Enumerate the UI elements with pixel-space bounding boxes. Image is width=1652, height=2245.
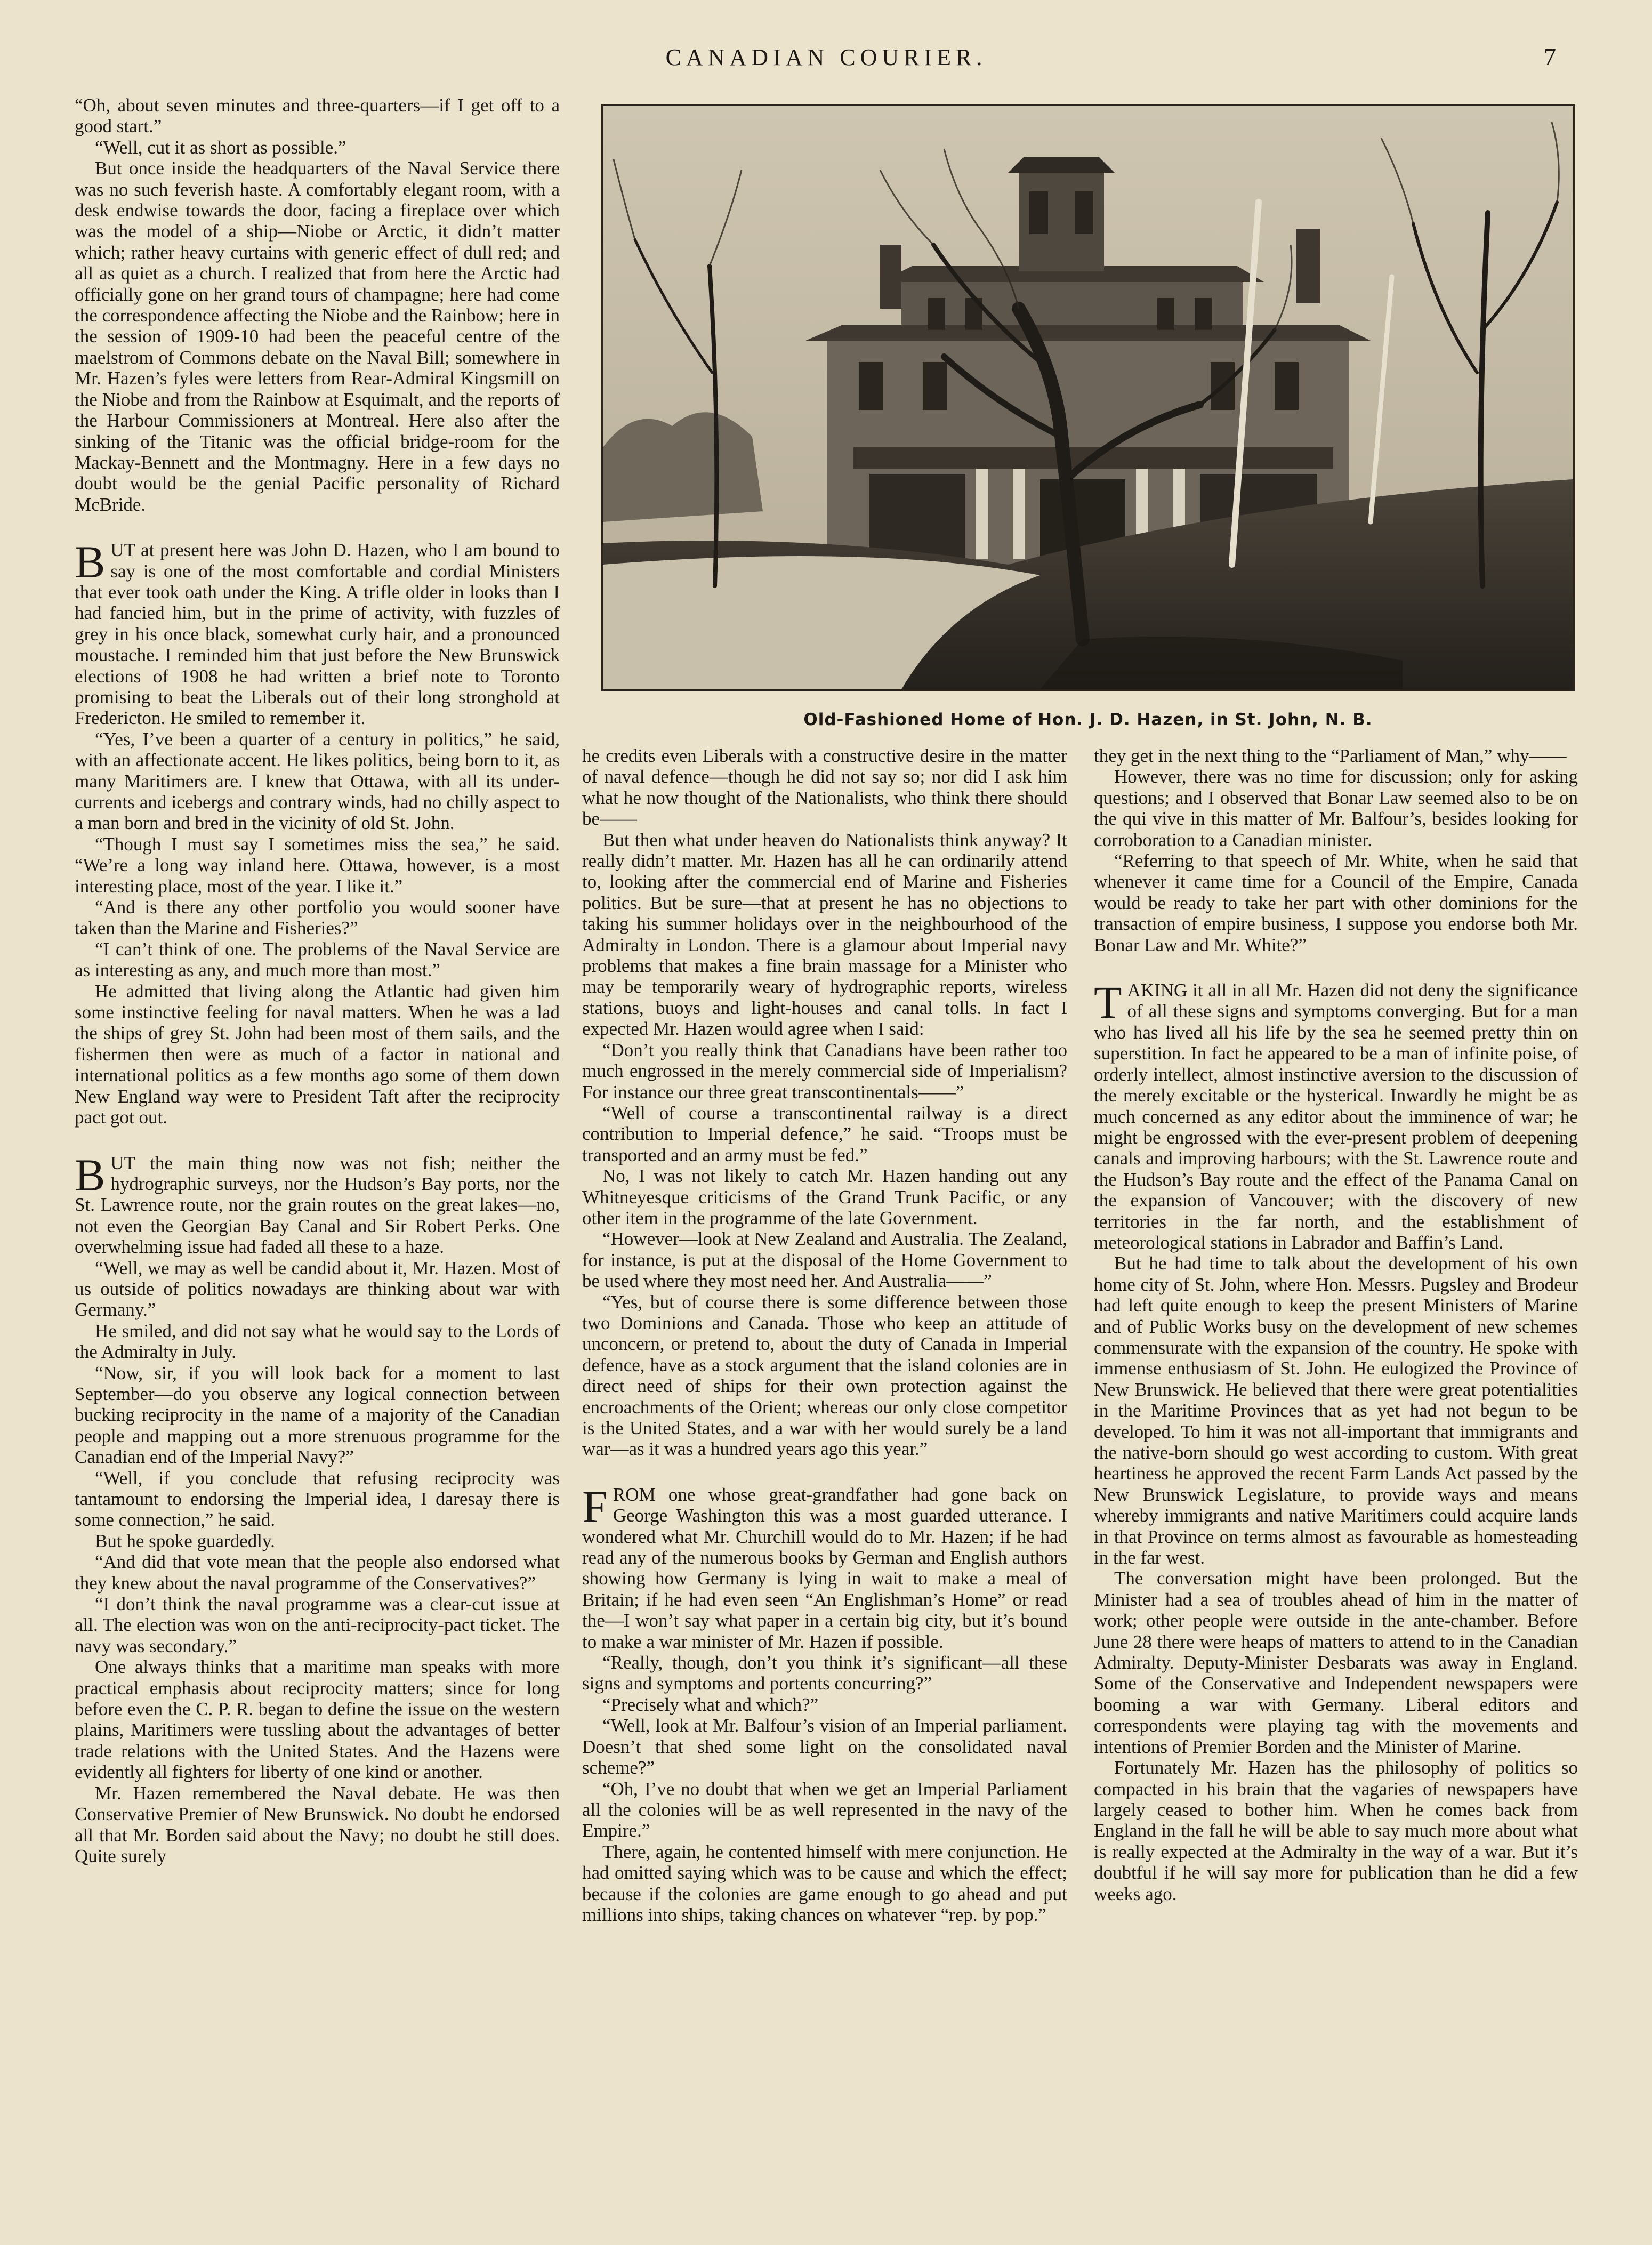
paragraph: “Don’t you really think that Canadians have been rather too much engrossed in the merely commercial side of Imperialism? For instance our three great transcontinentals——”	[582, 1039, 1067, 1103]
paragraph: He smiled, and did not say what he would say to the Lords of the Admiralty in July.	[75, 1320, 560, 1363]
paragraph: he credits even Liberals with a constructive desire in the matter of naval defence—though he did not say so; nor did I ask him what he now thought of the Nationalists, who think there should be——	[582, 745, 1067, 830]
paragraph: The conversation might have been prolonged. But the Minister had a sea of troubles ahead of him in the matter of work; other people were outside in the ante-chamber. Before June 28 there were heaps of matters to attend to in the Canadian Admiralty. Deputy-Minister Desbarats was away in England. Some of the Conservative and Independent newspapers were booming a war with Germany. Liberal editors and correspondents were playing tag with the movements and intentions of Premier Borden and the Minister of Marine.	[1094, 1568, 1578, 1757]
paragraph: “I don’t think the naval programme was a clear-cut issue at all. The election was won on the anti-reciprocity-pact ticket. The navy was secondary.”	[75, 1594, 560, 1656]
photo-illustration	[603, 106, 1573, 689]
paragraph: “Well, cut it as short as possible.”	[95, 136, 346, 158]
page-number: 7	[1544, 43, 1556, 70]
paragraph: “Well, look at Mr. Balfour’s vision of an Imperial parliament. Doesn’t that shed some light on the consolidated naval scheme?”	[582, 1715, 1067, 1779]
paragraph: One always thinks that a maritime man speaks with more practical emphasis about reciprocity matters; since for long before even the C. P. R. began to define the issue on the western plains, Maritimers were tussling about the advantages of better trade relations with the United States. And the Hazens were evidently all fighters for liberty of one kind or another.	[75, 1656, 560, 1783]
paragraph: But he had time to talk about the development of his own home city of St. John, where Hon. Messrs. Pugsley and Brodeur had left quite enough to keep the present Ministers of Marine and of Public Works busy on the development of new schemes commensurate with the expansion of the country. He spoke with immense enthusiasm of St. John. He eulogized the Province of New Brunswick. He believed that there were great potentialities in the Maritime Provinces that as yet had not begun to be developed. To him it was not all-important that immigrants and the native-born should go west according to custom. With great heartiness he approved the recent Farm Lands Act passed by the New Brunswick Legislature, to provide ways and means whereby immigrants and native Maritimers could acquire lands in that Province on terms almost as favourable as homesteading in the far west.	[1094, 1253, 1578, 1568]
section-opening-paragraph	[75, 536, 560, 729]
paragraph: “Yes, but of course there is some difference between those two Dominions and Canada. Those who keep an attitude of unconcern, or pretend to, about the duty of Canada in Imperial defence, have as a stock argument that the island colonies are in direct need of ships for their own protection against the encroachments of the Orient; whereas our only close competitor is the United States, and a war with her would surely be a land war—as it was a hundred years ago this year.”	[582, 1291, 1067, 1460]
drop-cap: B	[75, 536, 106, 588]
paragraph-text: AKING it all in all Mr. Hazen did not deny the significance of all these signs and symptoms converging. But for a man who has lived all his life by the sea he seemed pretty thin on superstition. In fact he appeared to be a man of infinite poise, of orderly intellect, almost instinctive aversion to the discussion of the merely excitable or the hysterical. Inwardly he might be as much concerned as any editor about the imminence of war; he might be engrossed with the ever-present problem of deepening canals and improving harbours; with the St. Lawrence route and the Hudson’s Bay route and the effect of the Panama Canal on the expansion of Vancouver; with the discovery of new territories in the far north, and the establishment of meteorological stations in Labrador and Baffin’s Land.	[1094, 980, 1578, 1253]
photo-caption: Old-Fashioned Home of Hon. J. D. Hazen, in St. John, N. B.	[803, 710, 1373, 729]
paragraph: “Oh, I’ve no doubt that when we get an Imperial Parliament all the colonies will be as well represented in the navy of the Empire.”	[582, 1778, 1067, 1841]
running-head: CANADIAN COURIER.	[665, 44, 987, 70]
article-column-3	[1094, 745, 1578, 1904]
paragraph: But once inside the headquarters of the Naval Service there was no such feverish haste. A comfortably elegant room, with a desk endwise towards the door, facing a fireplace over which was the model of a ship—Niobe or Arctic, it didn’t matter which; rather heavy curtains with generic effect of dull red; and all as quiet as a church. I realized that from here the Arctic had officially gone on her grand tours of champagne; here had come the correspondence affecting the Niobe and the Rainbow; here in the session of 1909-10 had been the peaceful centre of the maelstrom of Commons debate on the Naval Bill; somewhere in Mr. Hazen’s fyles were letters from Rear-Admiral Kingsmill on the Niobe and from the Rainbow at Esquimalt, and the reports of the Harbour Commissioners at Montreal. Here also after the sinking of the Titanic was the official bridge-room for the Mackay-Bennett and the Montmagny. Here in a few days no doubt would be the genial Pacific personality of Richard McBride.	[75, 158, 560, 515]
article-column-1	[75, 95, 560, 1866]
drop-cap: T	[1094, 977, 1122, 1028]
paragraph: “Precisely what and which?”	[602, 1694, 819, 1715]
house-photograph	[601, 104, 1575, 691]
drop-cap: B	[75, 1149, 106, 1201]
paragraph: “Well of course a transcontinental railway is a direct contribution to Imperial defence,” he said. “Troops must be transported and an army must be fed.”	[582, 1102, 1067, 1165]
article-column-2	[582, 745, 1067, 1925]
paragraph-text: ROM one whose great-grandfather had gone back on George Washington this was a most guarded utterance. I wondered what Mr. Churchill would do to Mr. Hazen; if he had read any of the numerous books by German and English authors showing how Germany is lying in wait to make a meal of Britain; if he had even seen “An Englishman’s Home” or read the—I won’t say what paper in a certain big city, but it’s bound to make a war minister of Mr. Hazen if possible.	[582, 1484, 1067, 1652]
section-opening-paragraph	[1094, 977, 1578, 1253]
paragraph: But he spoke guardedly.	[95, 1530, 275, 1551]
section-opening-paragraph	[75, 1149, 560, 1258]
paragraph: “Oh, about seven minutes and three-quarters—if I get off to a good start.”	[75, 95, 560, 137]
paragraph-text: UT the main thing now was not fish; neither the hydrographic surveys, nor the Hudson’s Bay ports, nor the St. Lawrence route, nor the grain routes on the great lakes—no, not even the Georgian Bay Canal and Sir Robert Perks. One overwhelming issue had faded all these to a haze.	[75, 1152, 560, 1258]
section-opening-paragraph	[582, 1480, 1067, 1652]
drop-cap: F	[582, 1480, 608, 1532]
paragraph-text: UT at present here was John D. Hazen, who I am bound to say is one of the most comfortable and cordial Ministers that ever took oath under the King. A trifle older in looks than I had fancied him, but in the prime of activity, with fuzzles of grey in his once black, somewhat curly hair, and a pronounced moustache. I reminded him that just before the New Brunswick elections of 1908 he had written a brief note to Toronto promising to beat the Liberals out of their long stronghold at Fredericton. He smiled to remember it.	[75, 540, 560, 729]
paragraph: “Now, sir, if you will look back for a moment to last September—do you observe any logical connection between bucking reciprocity in the name of a majority of the Canadian people and mapping out a more strenuous programme for the Canadian end of the Imperial Navy?”	[75, 1362, 560, 1468]
paragraph: However, there was no time for discussion; only for asking questions; and I observed that Bonar Law seemed also to be on the qui vive in this matter of Mr. Balfour’s, besides looking for corroboration to a Canadian minister.	[1094, 766, 1578, 850]
paragraph: He admitted that living along the Atlantic had given him some instinctive feeling for naval matters. When he was a lad the ships of grey St. John had been most of them sails, and the fishermen then were as much of a factor in national and international politics as a few months ago some of them down New England way were to President Taft after the reciprocity pact got out.	[75, 980, 560, 1128]
paragraph: Mr. Hazen remembered the Naval debate. He was then Conservative Premier of New Brunswick. No doubt he endorsed all that Mr. Borden said about the Navy; no doubt he still does. Quite surely	[75, 1782, 560, 1866]
paragraph: There, again, he contented himself with mere conjunction. He had omitted saying which was to be cause and which the effect; because if the colonies are game enough to go ahead and put millions into ships, taking chances on whatever “rep. by pop.”	[582, 1841, 1067, 1925]
paragraph: But then what under heaven do Nationalists think anyway? It really didn’t matter. Mr. Hazen has all he can ordinarily attend to, looking after the commercial end of Marine and Fisheries politics. But be sure—that at present he has no objections to taking his summer holidays over in the neighbourhood of the Admiralty in London. There is a glamour about Imperial navy problems that makes a fine brain massage for a Minister who may be temporarily weary of hydrographic reports, wireless stations, buoys and light-houses and canal tolls. In fact I expected Mr. Hazen would agree when I said:	[582, 829, 1067, 1040]
paragraph: “Though I must say I sometimes miss the sea,” he said. “We’re a long way inland here. Ottawa, however, is a most interesting place, most of the year. I like it.”	[75, 833, 560, 897]
paragraph: “Referring to that speech of Mr. White, when he said that whenever it came time for a Council of the Empire, Canada would be ready to take her part with other dominions for the transaction of empire business, I suppose you endorse both Mr. Bonar Law and Mr. White?”	[1094, 850, 1578, 955]
paragraph: “And is there any other portfolio you would sooner have taken than the Marine and Fisheries?”	[75, 897, 560, 939]
paragraph: “However—look at New Zealand and Australia. The Zealand, for instance, is put at the disposal of the Home Government to be used where they most need her. And Australia——”	[582, 1228, 1067, 1292]
paragraph: “I can’t think of one. The problems of the Naval Service are as interesting as any, and much more than most.”	[75, 938, 560, 981]
paragraph: they get in the next thing to the “Parliament of Man,” why——	[1094, 745, 1567, 766]
paragraph: “And did that vote mean that the people also endorsed what they knew about the naval programme of the Conservatives?”	[75, 1551, 560, 1594]
paragraph: No, I was not likely to catch Mr. Hazen handing out any Whitneyesque criticisms of the Grand Trunk Pacific, or any other item in the programme of the late Government.	[582, 1165, 1067, 1228]
paragraph: Fortunately Mr. Hazen has the philosophy of politics so compacted in his brain that the vagaries of newspapers have largely ceased to bother him. When he comes back from England in the fall he will be able to say much more about what is really expected at the Admiralty in the way of a war. But it’s doubtful if he will say more for publication than he did a few weeks ago.	[1094, 1757, 1578, 1904]
paragraph: “Well, if you conclude that refusing reciprocity was tantamount to endorsing the Imperial idea, I daresay there is some connection,” he said.	[75, 1467, 560, 1531]
paragraph: “Yes, I’ve been a quarter of a century in politics,” he said, with an affectionate accent. He likes politics, being born to it, as many Maritimers are. I knew that Ottawa, with all its under-currents and icebergs and contrary winds, had no chilly aspect to a man born and bred in the vicinity of old St. John.	[75, 728, 560, 834]
paragraph: “Well, we may as well be candid about it, Mr. Hazen. Most of us outside of politics nowadays are thinking about war with Germany.”	[75, 1257, 560, 1321]
paragraph: “Really, though, don’t you think it’s significant—all these signs and symptoms and portents concurring?”	[582, 1652, 1067, 1694]
